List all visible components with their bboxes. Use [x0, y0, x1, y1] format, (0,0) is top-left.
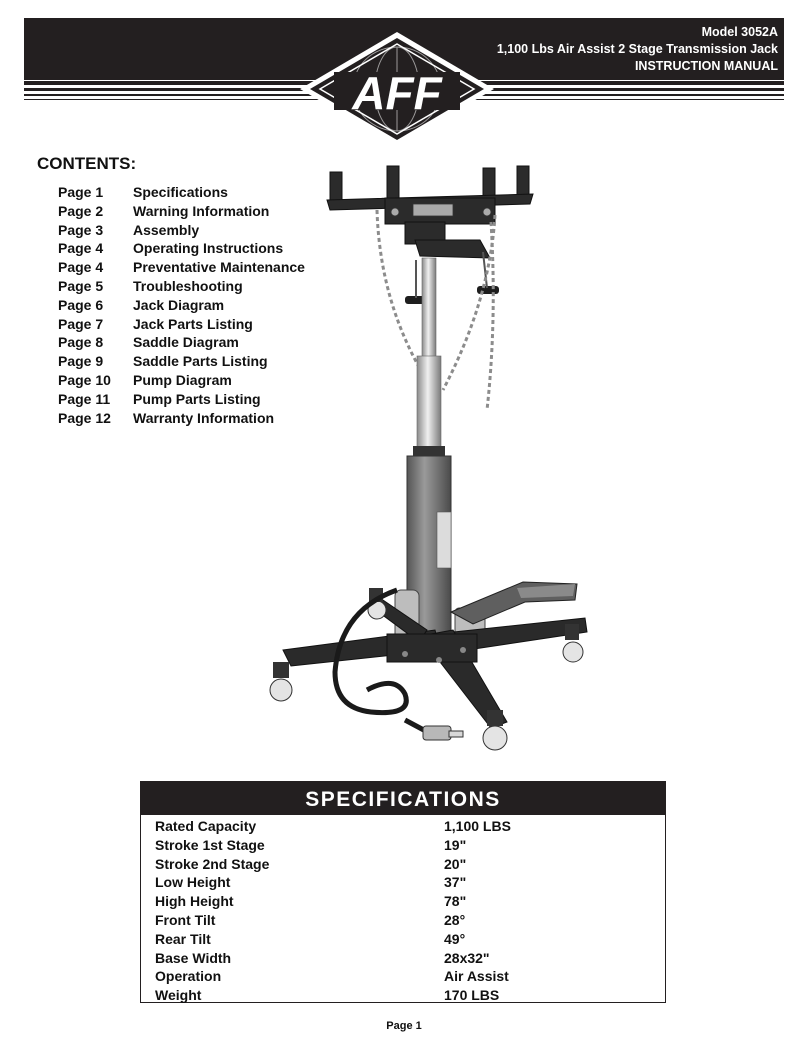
toc-page: Page 5: [58, 277, 104, 294]
transmission-jack-illustration: [255, 160, 605, 760]
toc-title: Troubleshooting: [133, 277, 243, 294]
spec-value: 78": [444, 893, 467, 910]
toc-title: Jack Diagram: [133, 296, 225, 313]
spec-row: [141, 836, 665, 855]
toc-title: Pump Diagram: [133, 371, 232, 388]
spec-label: Rear Tilt: [155, 930, 211, 947]
spec-value: 19": [444, 836, 467, 853]
toc-title: Saddle Parts Listing: [133, 353, 268, 370]
spec-label: Weight: [155, 987, 202, 1004]
spec-label: Low Height: [155, 874, 231, 891]
spec-row: [141, 817, 665, 836]
spec-row: [141, 892, 665, 911]
spec-row: [141, 873, 665, 892]
toc-page: Page 9: [58, 353, 104, 370]
toc-title: Saddle Diagram: [133, 334, 239, 351]
toc-title: Jack Parts Listing: [133, 315, 253, 332]
document-type: INSTRUCTION MANUAL: [634, 59, 778, 73]
toc-page: Page 7: [58, 315, 104, 332]
specifications-table: [140, 781, 666, 1003]
spec-label: Base Width: [155, 949, 232, 966]
aff-logo: [298, 30, 496, 148]
toc-title: Warning Information: [133, 202, 270, 219]
spec-label: Front Tilt: [155, 911, 216, 928]
toc-page: Page 3: [58, 221, 104, 238]
product-name: 1,100 Lbs Air Assist 2 Stage Transmission Jack: [496, 42, 778, 56]
toc-page: Page 12: [58, 409, 111, 426]
spec-value: Air Assist: [444, 968, 509, 985]
header-text: [497, 24, 778, 75]
spec-row: [141, 855, 665, 874]
spec-value: 28x32": [444, 949, 490, 966]
toc-page: Page 6: [58, 296, 104, 313]
toc-title: Assembly: [133, 221, 200, 238]
spec-row: [141, 930, 665, 949]
spec-value: 49°: [444, 930, 466, 947]
toc-page: Page 11: [58, 390, 111, 407]
contents-title: CONTENTS:: [37, 154, 137, 173]
toc-page: Page 1: [58, 184, 104, 200]
toc-title: Pump Parts Listing: [133, 390, 261, 407]
toc-title: Warranty Information: [133, 409, 275, 426]
spec-value: 20": [444, 855, 467, 872]
spec-value: 28°: [444, 911, 466, 928]
spec-label: High Height: [155, 893, 234, 910]
spec-value: 37": [444, 874, 467, 891]
spec-value: 170 LBS: [444, 987, 500, 1004]
specifications-title: SPECIFICATIONS: [141, 782, 665, 815]
toc-title: Specifications: [133, 184, 228, 200]
toc-page: Page 10: [58, 371, 111, 388]
spec-row: [141, 911, 665, 930]
spec-row: [141, 986, 665, 1005]
spec-label: Stroke 1st Stage: [155, 836, 265, 853]
spec-row: [141, 949, 665, 968]
logo-text: AFF: [352, 67, 442, 119]
spec-label: Stroke 2nd Stage: [155, 855, 270, 872]
toc-title: Preventative Maintenance: [133, 259, 305, 276]
spec-row: [141, 967, 665, 986]
toc-title: Operating Instructions: [133, 240, 284, 257]
spec-label: Operation: [155, 968, 222, 985]
spec-value: 1,100 LBS: [444, 818, 511, 834]
page-number: Page 1: [386, 1020, 422, 1032]
spec-label: Rated Capacity: [155, 818, 257, 834]
model-number: Model 3052A: [701, 25, 778, 39]
toc-page: Page 2: [58, 202, 104, 219]
toc-page: Page 4: [58, 259, 104, 276]
toc-page: Page 4: [58, 240, 104, 257]
toc-page: Page 8: [58, 334, 104, 351]
